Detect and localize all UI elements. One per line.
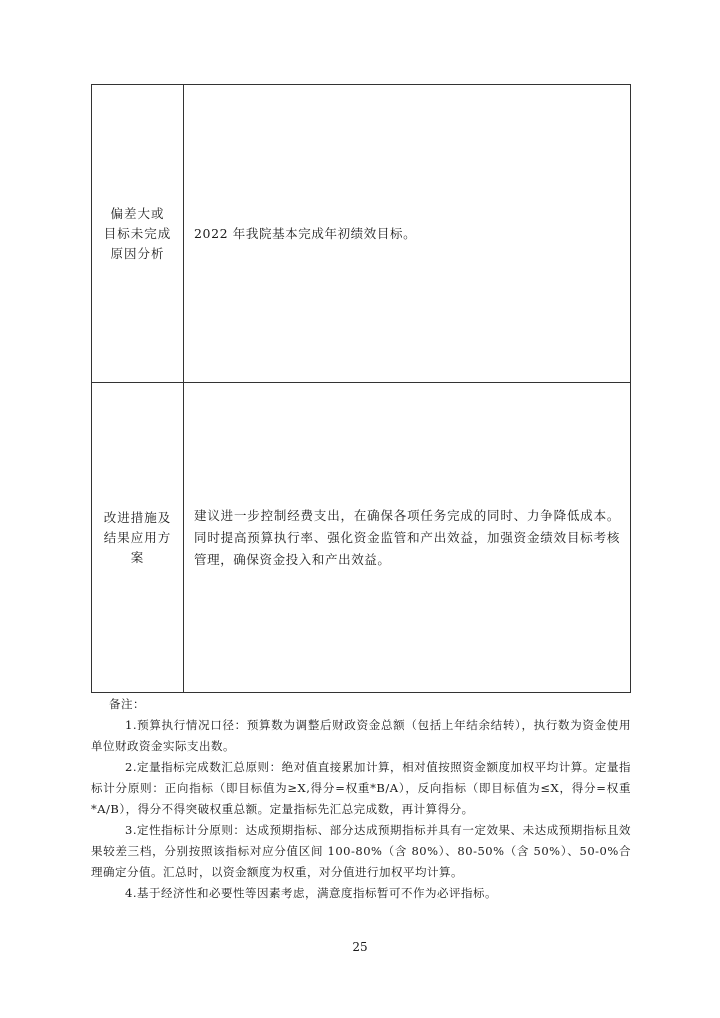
row-label-deviation-analysis (92, 85, 184, 383)
note-item: 3.定性指标计分原则：达成预期指标、部分达成预期指标并具有一定效果、未达成预期指标且效果较差三档，分别按照该指标对应分值区间 100-80%（含 80%）、80-50%（含 50%）、50-0%合理确定分值。汇总时，以资金额度为权重，对分值进行加权平均计算。 (91, 823, 631, 879)
table-row (92, 383, 631, 693)
label-line: 改进措施及 (103, 509, 172, 525)
evaluation-table (91, 84, 631, 693)
table-row (92, 85, 631, 383)
row-content-improvement-measures: 建议进一步控制经费支出，在确保各项任务完成的同时、力争降低成本。同时提高预算执行率、强化资金监管和产出效益，加强资金绩效目标考核管理，确保资金投入和产出效益。 (184, 383, 631, 693)
label-line: 偏差大或 (110, 205, 165, 221)
row-content-deviation-analysis: 2022 年我院基本完成年初绩效目标。 (184, 85, 631, 383)
notes-section (91, 694, 631, 904)
page-number: 25 (352, 940, 368, 954)
label-line: 结果应用方案 (103, 529, 172, 565)
label-line: 目标未完成 (103, 225, 172, 241)
label-line: 原因分析 (110, 245, 165, 261)
row-label-improvement-measures (92, 383, 184, 693)
notes-title: 备注： (109, 697, 145, 711)
note-item: 4.基于经济性和必要性等因素考虑，满意度指标暂可不作为必评指标。 (125, 886, 497, 900)
note-item: 2.定量指标完成数汇总原则：绝对值直接累加计算，相对值按照资金额度加权平均计算。定量指标计分原则：正向指标（即目标值为≥X,得分=权重*B/A），反向指标（即目标值为≤X，得分=权重*A/B），得分不得突破权重总额。定量指标先汇总完成数，再计算得分。 (91, 760, 631, 816)
note-item: 1.预算执行情况口径：预算数为调整后财政资金总额（包括上年结余结转），执行数为资金使用单位财政资金实际支出数。 (91, 718, 631, 753)
